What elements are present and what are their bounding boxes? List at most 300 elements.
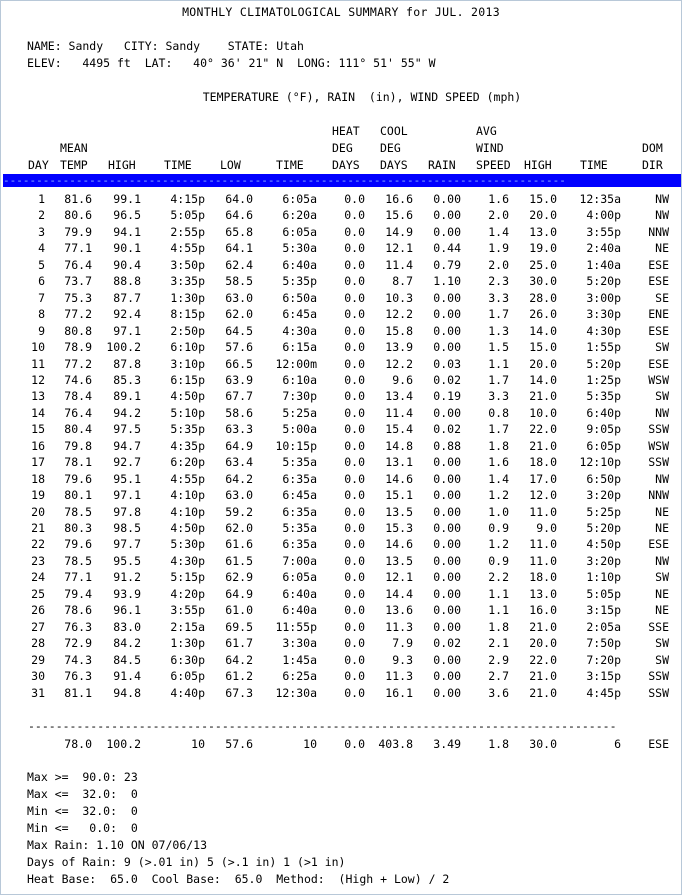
- cell-high: 97.5: [113, 422, 141, 436]
- units-subtitle: TEMPERATURE (°F), RAIN (in), WIND SPEED (mph): [202, 90, 522, 104]
- cell-high: 95.5: [113, 554, 141, 568]
- cell-heat-deg-days: 0.0: [344, 241, 365, 255]
- cell-mean-temp: 81.6: [64, 192, 92, 206]
- cell-day: 18: [31, 472, 45, 486]
- totals-heat-deg-days: 0.0: [344, 737, 365, 751]
- cell-high-time: 4:10p: [170, 488, 205, 502]
- totals-low-time: 10: [303, 737, 317, 751]
- cell-wind-high-time: 3:55p: [586, 225, 621, 239]
- cell-wind-high: 9.0: [536, 521, 557, 535]
- cell-day: 5: [38, 258, 45, 272]
- totals-cool-deg-days: 403.8: [378, 737, 413, 751]
- cell-low: 61.5: [225, 554, 253, 568]
- totals-row: [1, 737, 681, 753]
- cell-low-time: 6:50a: [282, 291, 317, 305]
- header-cool-deg: DEG: [380, 141, 401, 155]
- cell-heat-deg-days: 0.0: [344, 620, 365, 634]
- cell-mean-temp: 78.6: [64, 603, 92, 617]
- cell-avg-wind-speed: 2.0: [488, 208, 509, 222]
- cell-mean-temp: 79.6: [64, 472, 92, 486]
- cell-dom-dir: ENE: [648, 307, 669, 321]
- cell-dom-dir: SSW: [648, 669, 669, 683]
- table-row: [1, 587, 681, 603]
- cell-high: 90.4: [113, 258, 141, 272]
- cell-mean-temp: 80.3: [64, 521, 92, 535]
- cell-day: 8: [38, 307, 45, 321]
- cell-high: 98.5: [113, 521, 141, 535]
- cell-cool-deg-days: 13.6: [385, 603, 413, 617]
- cell-high-time: 4:50p: [170, 521, 205, 535]
- cell-low: 62.0: [225, 307, 253, 321]
- cell-wind-high-time: 1:10p: [586, 570, 621, 584]
- cell-rain: 0.00: [433, 324, 461, 338]
- cell-heat-deg-days: 0.0: [344, 406, 365, 420]
- totals-wind-high-time: 6: [614, 737, 621, 751]
- cell-wind-high: 20.0: [529, 357, 557, 371]
- cell-cool-deg-days: 9.3: [392, 653, 413, 667]
- cell-low: 64.5: [225, 324, 253, 338]
- cell-wind-high-time: 5:20p: [586, 521, 621, 535]
- cell-avg-wind-speed: 1.4: [488, 472, 509, 486]
- table-row: [1, 274, 681, 290]
- header-cool: COOL: [380, 124, 408, 138]
- cell-heat-deg-days: 0.0: [344, 389, 365, 403]
- cell-rain: 0.88: [433, 439, 461, 453]
- totals-high: 100.2: [106, 737, 141, 751]
- cell-wind-high: 30.0: [529, 274, 557, 288]
- cell-avg-wind-speed: 2.9: [488, 653, 509, 667]
- cell-rain: 1.10: [433, 274, 461, 288]
- cell-high-time: 4:30p: [170, 554, 205, 568]
- cell-wind-high-time: 3:30p: [586, 307, 621, 321]
- cell-cool-deg-days: 13.5: [385, 505, 413, 519]
- cell-avg-wind-speed: 1.7: [488, 373, 509, 387]
- footer-max-le-32: Max <= 32.0: 0: [27, 787, 138, 801]
- cell-day: 16: [31, 439, 45, 453]
- cell-avg-wind-speed: 2.3: [488, 274, 509, 288]
- cell-rain: 0.00: [433, 686, 461, 700]
- cell-dom-dir: SSW: [648, 455, 669, 469]
- cell-mean-temp: 72.9: [64, 636, 92, 650]
- cell-avg-wind-speed: 1.9: [488, 241, 509, 255]
- cell-high-time: 4:35p: [170, 439, 205, 453]
- cell-avg-wind-speed: 1.8: [488, 439, 509, 453]
- header-dom: DOM: [642, 141, 663, 155]
- cell-low: 64.0: [225, 192, 253, 206]
- cell-dom-dir: NE: [655, 241, 669, 255]
- cell-wind-high: 21.0: [529, 620, 557, 634]
- cell-high-time: 6:05p: [170, 669, 205, 683]
- cell-avg-wind-speed: 0.8: [488, 406, 509, 420]
- table-row: [1, 620, 681, 636]
- station-name-line: NAME: Sandy CITY: Sandy STATE: Utah: [27, 39, 304, 53]
- totals-avg-wind-speed: 1.8: [488, 737, 509, 751]
- cell-wind-high: 18.0: [529, 455, 557, 469]
- cell-dom-dir: ESE: [648, 357, 669, 371]
- cell-low: 67.7: [225, 389, 253, 403]
- cell-cool-deg-days: 15.3: [385, 521, 413, 535]
- cell-heat-deg-days: 0.0: [344, 208, 365, 222]
- cell-high: 92.4: [113, 307, 141, 321]
- cell-low-time: 6:35a: [282, 505, 317, 519]
- cell-wind-high-time: 2:40a: [586, 241, 621, 255]
- cell-low-time: 6:15a: [282, 340, 317, 354]
- cell-high: 100.2: [106, 340, 141, 354]
- table-row: [1, 324, 681, 340]
- cell-low: 58.6: [225, 406, 253, 420]
- cell-low: 66.5: [225, 357, 253, 371]
- cell-wind-high: 22.0: [529, 422, 557, 436]
- cell-low-time: 5:35a: [282, 455, 317, 469]
- cell-wind-high: 11.0: [529, 554, 557, 568]
- cell-mean-temp: 77.1: [64, 570, 92, 584]
- cell-wind-high: 18.0: [529, 570, 557, 584]
- cell-wind-high: 14.0: [529, 324, 557, 338]
- cell-high: 84.2: [113, 636, 141, 650]
- cell-mean-temp: 76.3: [64, 669, 92, 683]
- cell-heat-deg-days: 0.0: [344, 570, 365, 584]
- header-speed: SPEED: [476, 158, 511, 172]
- cell-heat-deg-days: 0.0: [344, 439, 365, 453]
- cell-rain: 0.00: [433, 307, 461, 321]
- header-wind-time: TIME: [580, 158, 608, 172]
- cell-avg-wind-speed: 2.2: [488, 570, 509, 584]
- cell-heat-deg-days: 0.0: [344, 373, 365, 387]
- cell-high: 97.7: [113, 537, 141, 551]
- cell-low-time: 11:55p: [275, 620, 317, 634]
- cell-cool-deg-days: 13.1: [385, 455, 413, 469]
- cell-day: 14: [31, 406, 45, 420]
- cell-mean-temp: 80.8: [64, 324, 92, 338]
- cell-low: 63.0: [225, 291, 253, 305]
- cell-day: 29: [31, 653, 45, 667]
- cell-low: 62.9: [225, 570, 253, 584]
- footer-bases: Heat Base: 65.0 Cool Base: 65.0 Method: (High + Low) / 2: [27, 872, 450, 886]
- cell-wind-high-time: 4:50p: [586, 537, 621, 551]
- cell-heat-deg-days: 0.0: [344, 537, 365, 551]
- cell-wind-high-time: 4:30p: [586, 324, 621, 338]
- cell-day: 15: [31, 422, 45, 436]
- cell-dom-dir: NW: [655, 192, 669, 206]
- cell-day: 25: [31, 587, 45, 601]
- cell-low-time: 5:30a: [282, 241, 317, 255]
- table-row: [1, 241, 681, 257]
- cell-dom-dir: SW: [655, 570, 669, 584]
- cell-wind-high-time: 7:20p: [586, 653, 621, 667]
- cell-heat-deg-days: 0.0: [344, 653, 365, 667]
- totals-high-time: 10: [191, 737, 205, 751]
- cell-avg-wind-speed: 3.3: [488, 389, 509, 403]
- cell-cool-deg-days: 14.6: [385, 537, 413, 551]
- cell-mean-temp: 81.1: [64, 686, 92, 700]
- cell-low: 57.6: [225, 340, 253, 354]
- cell-wind-high: 26.0: [529, 307, 557, 321]
- cell-cool-deg-days: 15.8: [385, 324, 413, 338]
- cell-rain: 0.00: [433, 537, 461, 551]
- cell-avg-wind-speed: 0.9: [488, 521, 509, 535]
- totals-low: 57.6: [225, 737, 253, 751]
- cell-dom-dir: ESE: [648, 258, 669, 272]
- cell-dom-dir: NW: [655, 208, 669, 222]
- cell-wind-high-time: 3:00p: [586, 291, 621, 305]
- cell-day: 21: [31, 521, 45, 535]
- cell-avg-wind-speed: 1.1: [488, 587, 509, 601]
- cell-high: 83.0: [113, 620, 141, 634]
- header-dir: DIR: [642, 158, 663, 172]
- table-row: [1, 389, 681, 405]
- cell-low: 67.3: [225, 686, 253, 700]
- cell-dom-dir: NE: [655, 521, 669, 535]
- cell-high-time: 4:20p: [170, 587, 205, 601]
- cell-heat-deg-days: 0.0: [344, 472, 365, 486]
- table-row: [1, 192, 681, 208]
- cell-low-time: 6:10a: [282, 373, 317, 387]
- cell-mean-temp: 78.5: [64, 505, 92, 519]
- cell-cool-deg-days: 14.8: [385, 439, 413, 453]
- totals-wind-high: 30.0: [529, 737, 557, 751]
- cell-heat-deg-days: 0.0: [344, 340, 365, 354]
- header-avg: AVG: [476, 124, 497, 138]
- cell-day: 17: [31, 455, 45, 469]
- cell-avg-wind-speed: 2.1: [488, 636, 509, 650]
- cell-low: 64.2: [225, 472, 253, 486]
- cell-low-time: 6:40a: [282, 587, 317, 601]
- cell-wind-high-time: 9:05p: [586, 422, 621, 436]
- cell-low-time: 6:05a: [282, 225, 317, 239]
- cell-cool-deg-days: 11.4: [385, 406, 413, 420]
- cell-high-time: 4:55p: [170, 241, 205, 255]
- cell-dom-dir: NW: [655, 406, 669, 420]
- cell-high: 87.8: [113, 357, 141, 371]
- table-row: [1, 225, 681, 241]
- cell-wind-high: 17.0: [529, 472, 557, 486]
- cell-rain: 0.00: [433, 603, 461, 617]
- cell-day: 2: [38, 208, 45, 222]
- cell-day: 24: [31, 570, 45, 584]
- cell-low-time: 6:20a: [282, 208, 317, 222]
- table-row: [1, 686, 681, 702]
- table-row: [1, 505, 681, 521]
- footer-max-ge-90: Max >= 90.0: 23: [27, 770, 138, 784]
- cell-dom-dir: NE: [655, 505, 669, 519]
- cell-high: 94.8: [113, 686, 141, 700]
- cell-mean-temp: 78.5: [64, 554, 92, 568]
- cell-dom-dir: SSW: [648, 686, 669, 700]
- cell-low-time: 5:00a: [282, 422, 317, 436]
- cell-dom-dir: SW: [655, 653, 669, 667]
- cell-avg-wind-speed: 1.5: [488, 340, 509, 354]
- cell-low-time: 6:40a: [282, 258, 317, 272]
- cell-wind-high: 16.0: [529, 603, 557, 617]
- cell-cool-deg-days: 12.2: [385, 307, 413, 321]
- cell-rain: 0.00: [433, 291, 461, 305]
- cell-low-time: 12:00m: [275, 357, 317, 371]
- table-row: [1, 653, 681, 669]
- cell-heat-deg-days: 0.0: [344, 488, 365, 502]
- cell-high: 92.7: [113, 455, 141, 469]
- cell-avg-wind-speed: 1.2: [488, 537, 509, 551]
- cell-cool-deg-days: 7.9: [392, 636, 413, 650]
- cell-wind-high-time: 12:35a: [579, 192, 621, 206]
- cell-day: 31: [31, 686, 45, 700]
- cell-wind-high-time: 1:55p: [586, 340, 621, 354]
- header-heat-days: DAYS: [332, 158, 360, 172]
- table-row: [1, 357, 681, 373]
- cell-high-time: 1:30p: [170, 291, 205, 305]
- cell-high-time: 4:10p: [170, 505, 205, 519]
- cell-wind-high-time: 5:25p: [586, 505, 621, 519]
- cell-wind-high: 15.0: [529, 340, 557, 354]
- table-row: [1, 373, 681, 389]
- cell-dom-dir: SSW: [648, 422, 669, 436]
- report-title: MONTHLY CLIMATOLOGICAL SUMMARY for JUL. 2013: [182, 5, 500, 19]
- cell-high: 91.2: [113, 570, 141, 584]
- cell-low: 64.1: [225, 241, 253, 255]
- table-row: [1, 291, 681, 307]
- cell-low: 64.6: [225, 208, 253, 222]
- cell-low-time: 10:15p: [275, 439, 317, 453]
- cell-rain: 0.00: [433, 554, 461, 568]
- cell-heat-deg-days: 0.0: [344, 587, 365, 601]
- header-wind-high: HIGH: [524, 158, 552, 172]
- cell-wind-high: 13.0: [529, 587, 557, 601]
- cell-cool-deg-days: 12.2: [385, 357, 413, 371]
- cell-high: 99.1: [113, 192, 141, 206]
- cell-heat-deg-days: 0.0: [344, 603, 365, 617]
- table-row: [1, 439, 681, 455]
- cell-mean-temp: 80.1: [64, 488, 92, 502]
- cell-low: 61.7: [225, 636, 253, 650]
- cell-mean-temp: 77.2: [64, 307, 92, 321]
- cell-low: 63.4: [225, 455, 253, 469]
- cell-low: 65.8: [225, 225, 253, 239]
- cell-day: 23: [31, 554, 45, 568]
- cell-wind-high: 28.0: [529, 291, 557, 305]
- cell-high-time: 5:15p: [170, 570, 205, 584]
- cell-wind-high-time: 2:05a: [586, 620, 621, 634]
- table-row: [1, 208, 681, 224]
- cell-low-time: 6:05a: [282, 570, 317, 584]
- table-row: [1, 603, 681, 619]
- cell-mean-temp: 76.4: [64, 406, 92, 420]
- header-heat-deg: DEG: [332, 141, 353, 155]
- cell-mean-temp: 76.3: [64, 620, 92, 634]
- header-wind: WIND: [476, 141, 504, 155]
- cell-avg-wind-speed: 3.3: [488, 291, 509, 305]
- cell-high-time: 6:20p: [170, 455, 205, 469]
- station-elevation-line: ELEV: 4495 ft LAT: 40° 36' 21" N LONG: 111° 51' 55" W: [27, 56, 436, 70]
- cell-mean-temp: 74.6: [64, 373, 92, 387]
- cell-low: 64.2: [225, 653, 253, 667]
- cell-cool-deg-days: 15.6: [385, 208, 413, 222]
- cell-high-time: 5:10p: [170, 406, 205, 420]
- cell-low-time: 6:35a: [282, 472, 317, 486]
- cell-rain: 0.00: [433, 208, 461, 222]
- cell-wind-high: 21.0: [529, 686, 557, 700]
- cell-high: 89.1: [113, 389, 141, 403]
- cell-cool-deg-days: 16.6: [385, 192, 413, 206]
- cell-low-time: 6:40a: [282, 603, 317, 617]
- cell-dom-dir: SW: [655, 636, 669, 650]
- cell-wind-high: 20.0: [529, 636, 557, 650]
- cell-avg-wind-speed: 1.8: [488, 620, 509, 634]
- cell-high: 88.8: [113, 274, 141, 288]
- cell-high-time: 3:50p: [170, 258, 205, 272]
- table-row: [1, 340, 681, 356]
- header-time-low: TIME: [276, 158, 304, 172]
- cell-day: 13: [31, 389, 45, 403]
- cell-heat-deg-days: 0.0: [344, 258, 365, 272]
- cell-avg-wind-speed: 1.1: [488, 603, 509, 617]
- cell-high: 93.9: [113, 587, 141, 601]
- cell-high: 97.1: [113, 324, 141, 338]
- cell-heat-deg-days: 0.0: [344, 636, 365, 650]
- cell-day: 6: [38, 274, 45, 288]
- cell-dom-dir: NE: [655, 603, 669, 617]
- cell-rain: 0.00: [433, 340, 461, 354]
- cell-rain: 0.03: [433, 357, 461, 371]
- cell-wind-high-time: 1:25p: [586, 373, 621, 387]
- cell-avg-wind-speed: 1.3: [488, 324, 509, 338]
- cell-mean-temp: 74.3: [64, 653, 92, 667]
- cell-cool-deg-days: 12.1: [385, 570, 413, 584]
- cell-mean-temp: 79.4: [64, 587, 92, 601]
- cell-high: 91.4: [113, 669, 141, 683]
- cell-rain: 0.00: [433, 225, 461, 239]
- cell-wind-high-time: 4:45p: [586, 686, 621, 700]
- cell-cool-deg-days: 9.6: [392, 373, 413, 387]
- cell-low: 63.0: [225, 488, 253, 502]
- cell-mean-temp: 78.4: [64, 389, 92, 403]
- cell-avg-wind-speed: 2.7: [488, 669, 509, 683]
- cell-low-time: 6:05a: [282, 192, 317, 206]
- cell-high-time: 6:10p: [170, 340, 205, 354]
- cell-wind-high-time: 4:00p: [586, 208, 621, 222]
- cell-low-time: 7:30p: [282, 389, 317, 403]
- cell-high: 95.1: [113, 472, 141, 486]
- cell-rain: 0.02: [433, 373, 461, 387]
- cell-high-time: 8:15p: [170, 307, 205, 321]
- cell-wind-high: 14.0: [529, 373, 557, 387]
- cell-dom-dir: ESE: [648, 324, 669, 338]
- cell-wind-high-time: 12:10p: [579, 455, 621, 469]
- cell-wind-high: 21.0: [529, 389, 557, 403]
- cell-low-time: 7:00a: [282, 554, 317, 568]
- cell-low: 63.3: [225, 422, 253, 436]
- cell-low: 58.5: [225, 274, 253, 288]
- cell-day: 10: [31, 340, 45, 354]
- cell-rain: 0.00: [433, 620, 461, 634]
- cell-mean-temp: 78.9: [64, 340, 92, 354]
- table-row: [1, 406, 681, 422]
- cell-high: 97.1: [113, 488, 141, 502]
- cell-avg-wind-speed: 1.4: [488, 225, 509, 239]
- cell-rain: 0.00: [433, 488, 461, 502]
- cell-avg-wind-speed: 1.1: [488, 357, 509, 371]
- cell-wind-high-time: 3:15p: [586, 603, 621, 617]
- table-row: [1, 636, 681, 652]
- header-heat: HEAT: [332, 124, 360, 138]
- cell-dom-dir: ESE: [648, 537, 669, 551]
- cell-heat-deg-days: 0.0: [344, 307, 365, 321]
- cell-low-time: 5:35p: [282, 274, 317, 288]
- cell-high: 94.7: [113, 439, 141, 453]
- cell-low: 61.0: [225, 603, 253, 617]
- cell-avg-wind-speed: 0.9: [488, 554, 509, 568]
- cell-high: 94.2: [113, 406, 141, 420]
- cell-high-time: 4:50p: [170, 389, 205, 403]
- footer-min-le-0: Min <= 0.0: 0: [27, 821, 138, 835]
